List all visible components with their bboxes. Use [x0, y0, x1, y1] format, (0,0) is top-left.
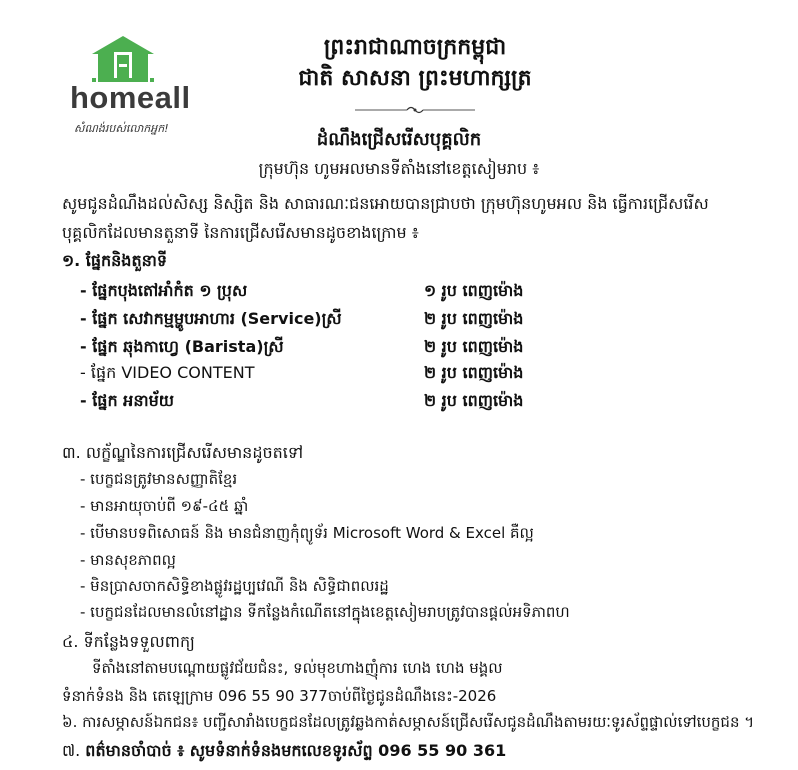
requirement-item: - បើមានបទពិសោធន៍ និង មានជំនាញកុំព្យូទ័រ Microsoft Word & Excel គឺល្អ — [80, 524, 534, 542]
notice-title: ដំណឹងជ្រើសរើសបុគ្គលិក — [316, 129, 482, 150]
requirements-heading: ៣. លក្ខ័ណ្ឌនៃការជ្រើសរើសមានដូចតទៅ — [62, 443, 304, 462]
position-row — [80, 336, 560, 362]
position-row — [80, 362, 560, 388]
application-address: ទីតាំងនៅតាមបណ្ដោយផ្លូវជ័យជំនះ, ទល់មុខហាងញុំការ ហេង ហេង មង្គល — [92, 659, 503, 677]
position-quantity: ១ រូប ពេញម៉ោង — [424, 281, 524, 300]
positions-heading: ១. ផ្នែកនិងតួនាទី — [62, 251, 168, 270]
important-info-number: ៧. — [62, 741, 86, 760]
contact-telegram-line: ទំនាក់ទំនង និង តេឡេក្រាម 096 55 90 377ចាប់ពីថ្ងៃជូនដំណឹងនេះ-2026 — [62, 687, 497, 705]
position-name: - ផ្នែកបុងតៅអាំកំត ១ ប្រុស — [80, 281, 248, 300]
important-info-text: ពត៌មានចាំបាច់ ៖ សូមទំនាក់ទំនងមកលេខទូរស័ព្ទ 096 55 90 361 — [85, 741, 507, 760]
position-name: - ផ្នែក ឆុងកាហ្វេ (Barista)ស្រី — [80, 337, 284, 356]
position-row — [80, 280, 560, 306]
important-info-line — [62, 740, 506, 764]
requirement-item: - បេក្ខជនត្រូវមានសញ្ញាតិខ្មែរ — [80, 470, 238, 488]
kingdom-header: ព្រះរាជាណាចក្រកម្ពុជា — [323, 35, 507, 60]
position-quantity: ២ រូប ពេញម៉ោង — [424, 309, 524, 328]
position-name: - ផ្នែក អនាម័យ — [80, 391, 174, 410]
interview-note: ៦. ការសម្ភាសន៍ឯកជន៖ បញ្ជីសារាំងបេក្ខជនដែលត្រូវឆ្លងកាត់សម្ភាសន៍ជ្រើសរើសជូនដំណឹងតាមរយៈទូរស័ព្ទផ្ទាល់ទៅបេក្ខជន ។ — [62, 713, 755, 731]
position-row — [80, 308, 560, 334]
house-icon — [92, 36, 154, 82]
intro-text-line-2: បុគ្គលិកដែលមានតួនាទី នៃការជ្រើសរើសមានដូចខាងក្រោម ៖ — [62, 223, 419, 242]
notice-subtitle: ក្រុមហ៊ុន ហូមអលមានទីតាំងនៅខេត្តសៀមរាប ៖ — [258, 159, 540, 178]
logo-tagline: សំណង់របស់លោកអ្នក! — [74, 122, 169, 135]
position-name: - ផ្នែក សេវាកម្មម្ហូបអាហារ (Service)ស្រី — [80, 309, 342, 328]
position-quantity: ២ រូប ពេញម៉ោង — [424, 363, 524, 382]
application-location-heading: ៤. ទីកន្លែងទទួលពាក្យ — [62, 632, 195, 651]
requirement-item: - មានសុខភាពល្អ — [80, 551, 176, 569]
homeall-logo — [66, 30, 206, 140]
nation-motto: ជាតិ សាសនា ព្រះមហាក្សត្រ — [298, 66, 532, 91]
position-quantity: ២ រូប ពេញម៉ោង — [424, 391, 524, 410]
requirement-item: - មិនប្រាសចាកសិទ្ធិខាងផ្លូវរដ្ឋប្បវេណី និង សិទ្ធិជាពលរដ្ឋ — [80, 577, 389, 595]
requirement-item: - មានអាយុចាប់ពី ១៩-៤៥ ឆ្នាំ — [80, 497, 249, 515]
requirement-item: - បេក្ខជនដែលមានលំនៅដ្ឋាន ទីកន្លែងកំណើតនៅក្នុងខេត្តសៀមរាបត្រូវបានផ្តល់អទិភាពហ — [80, 603, 570, 621]
position-row — [80, 390, 560, 416]
position-name: - ផ្នែក VIDEO CONTENT — [80, 363, 255, 382]
intro-text-line-1: សូមជូនដំណឹងដល់សិស្ស និស្សិត និង សាធារណៈជនអោយបានជ្រាបថា ក្រុមហ៊ុនហូមអល និង ធ្វើការជ្រើសរើស — [62, 194, 709, 213]
position-quantity: ២ រូប ពេញម៉ោង — [424, 337, 524, 356]
divider-ornament-icon — [355, 104, 475, 116]
logo-wordmark: homeall — [70, 80, 191, 115]
